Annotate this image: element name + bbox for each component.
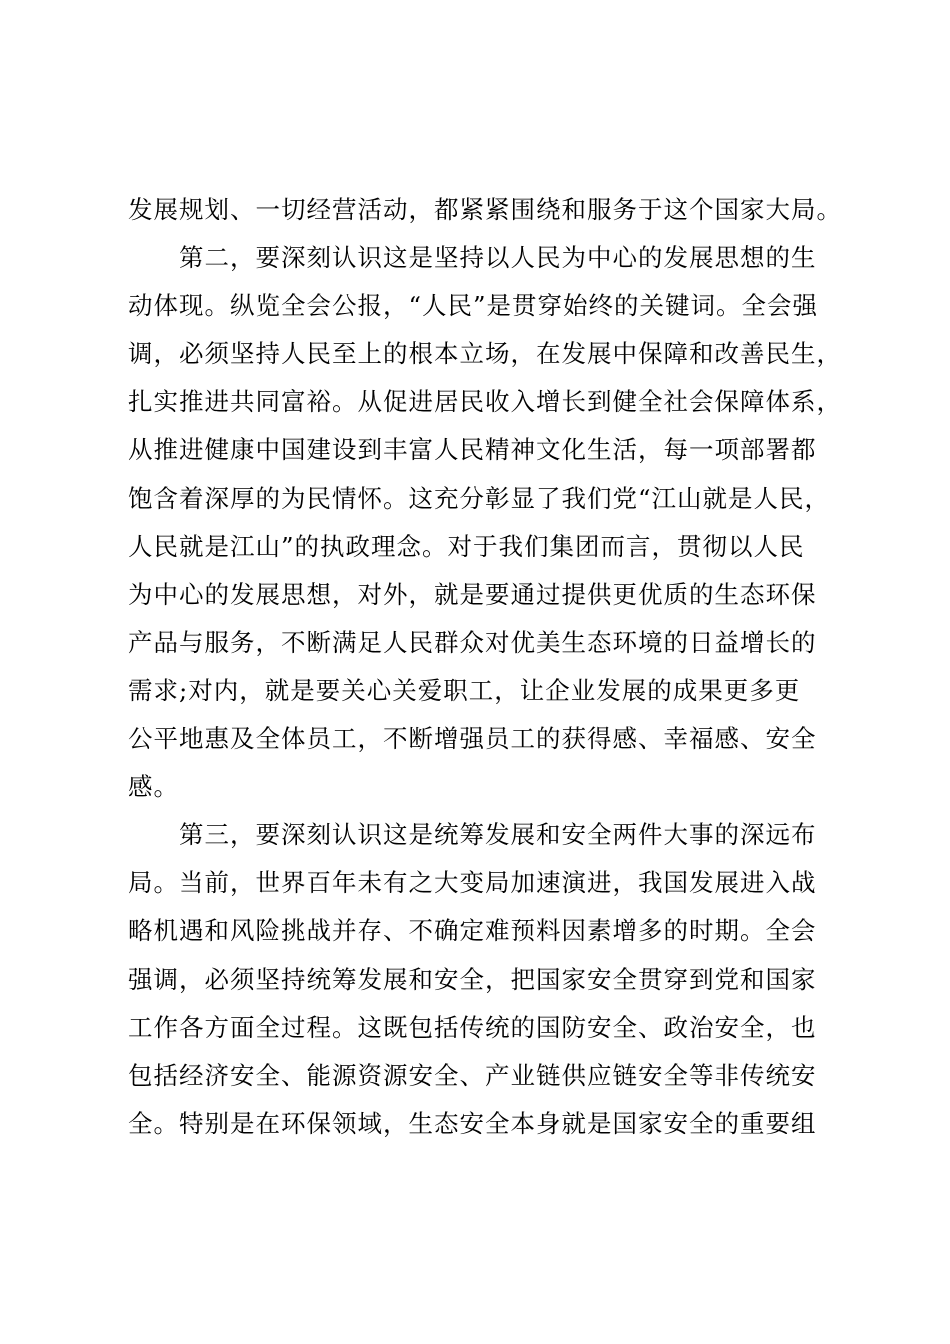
text-line: 强调，必须坚持统筹发展和安全，把国家安全贯穿到党和国家 [128,964,817,994]
text-line: 全。特别是在环保领域，生态安全本身就是国家安全的重要组 [128,1108,817,1138]
text-line: 人民就是江山”的执政理念。对于我们集团而言，贯彻以人民 [128,531,805,561]
text-line: 工作各方面全过程。这既包括传统的国防安全、政治安全，也 [128,1012,817,1042]
text-line: 饱含着深厚的为民情怀。这充分彰显了我们党“江山就是人民， [128,483,831,513]
text-line: 略机遇和风险挑战并存、不确定难预料因素增多的时期。全会 [128,916,817,946]
text-line: 包括经济安全、能源资源安全、产业链供应链安全等非传统安 [128,1060,817,1090]
paragraph-start-line: 第三，要深刻认识这是统筹发展和安全两件大事的深远布 [179,820,817,850]
text-line: 产品与服务，不断满足人民群众对优美生态环境的日益增长的 [128,627,817,657]
paragraph-start-line: 第二，要深刻认识这是坚持以人民为中心的发展思想的生 [179,243,817,273]
text-line: 局。当前，世界百年未有之大变局加速演进，我国发展进入战 [128,868,817,898]
body-text [128,186,842,1148]
text-line: 扎实推进共同富裕。从促进居民收入增长到健全社会保障体系， [128,387,842,417]
text-line: 为中心的发展思想，对外，就是要通过提供更优质的生态环保 [128,579,817,609]
text-line: 从推进健康中国建设到丰富人民精神文化生活，每一项部署都 [128,435,817,465]
text-line: 感。 [128,772,179,802]
text-line: 需求;对内，就是要关心关爱职工，让企业发展的成果更多更 [128,675,801,705]
text-line: 发展规划、一切经营活动，都紧紧围绕和服务于这个国家大局。 [128,195,842,224]
text-line: 动体现。纵览全会公报，“人民”是贯穿始终的关键词。全会强 [128,291,819,321]
text-line: 调，必须坚持人民至上的根本立场，在发展中保障和改善民生， [128,339,842,369]
text-line: 公平地惠及全体员工，不断增强员工的获得感、幸福感、安全 [128,724,817,754]
